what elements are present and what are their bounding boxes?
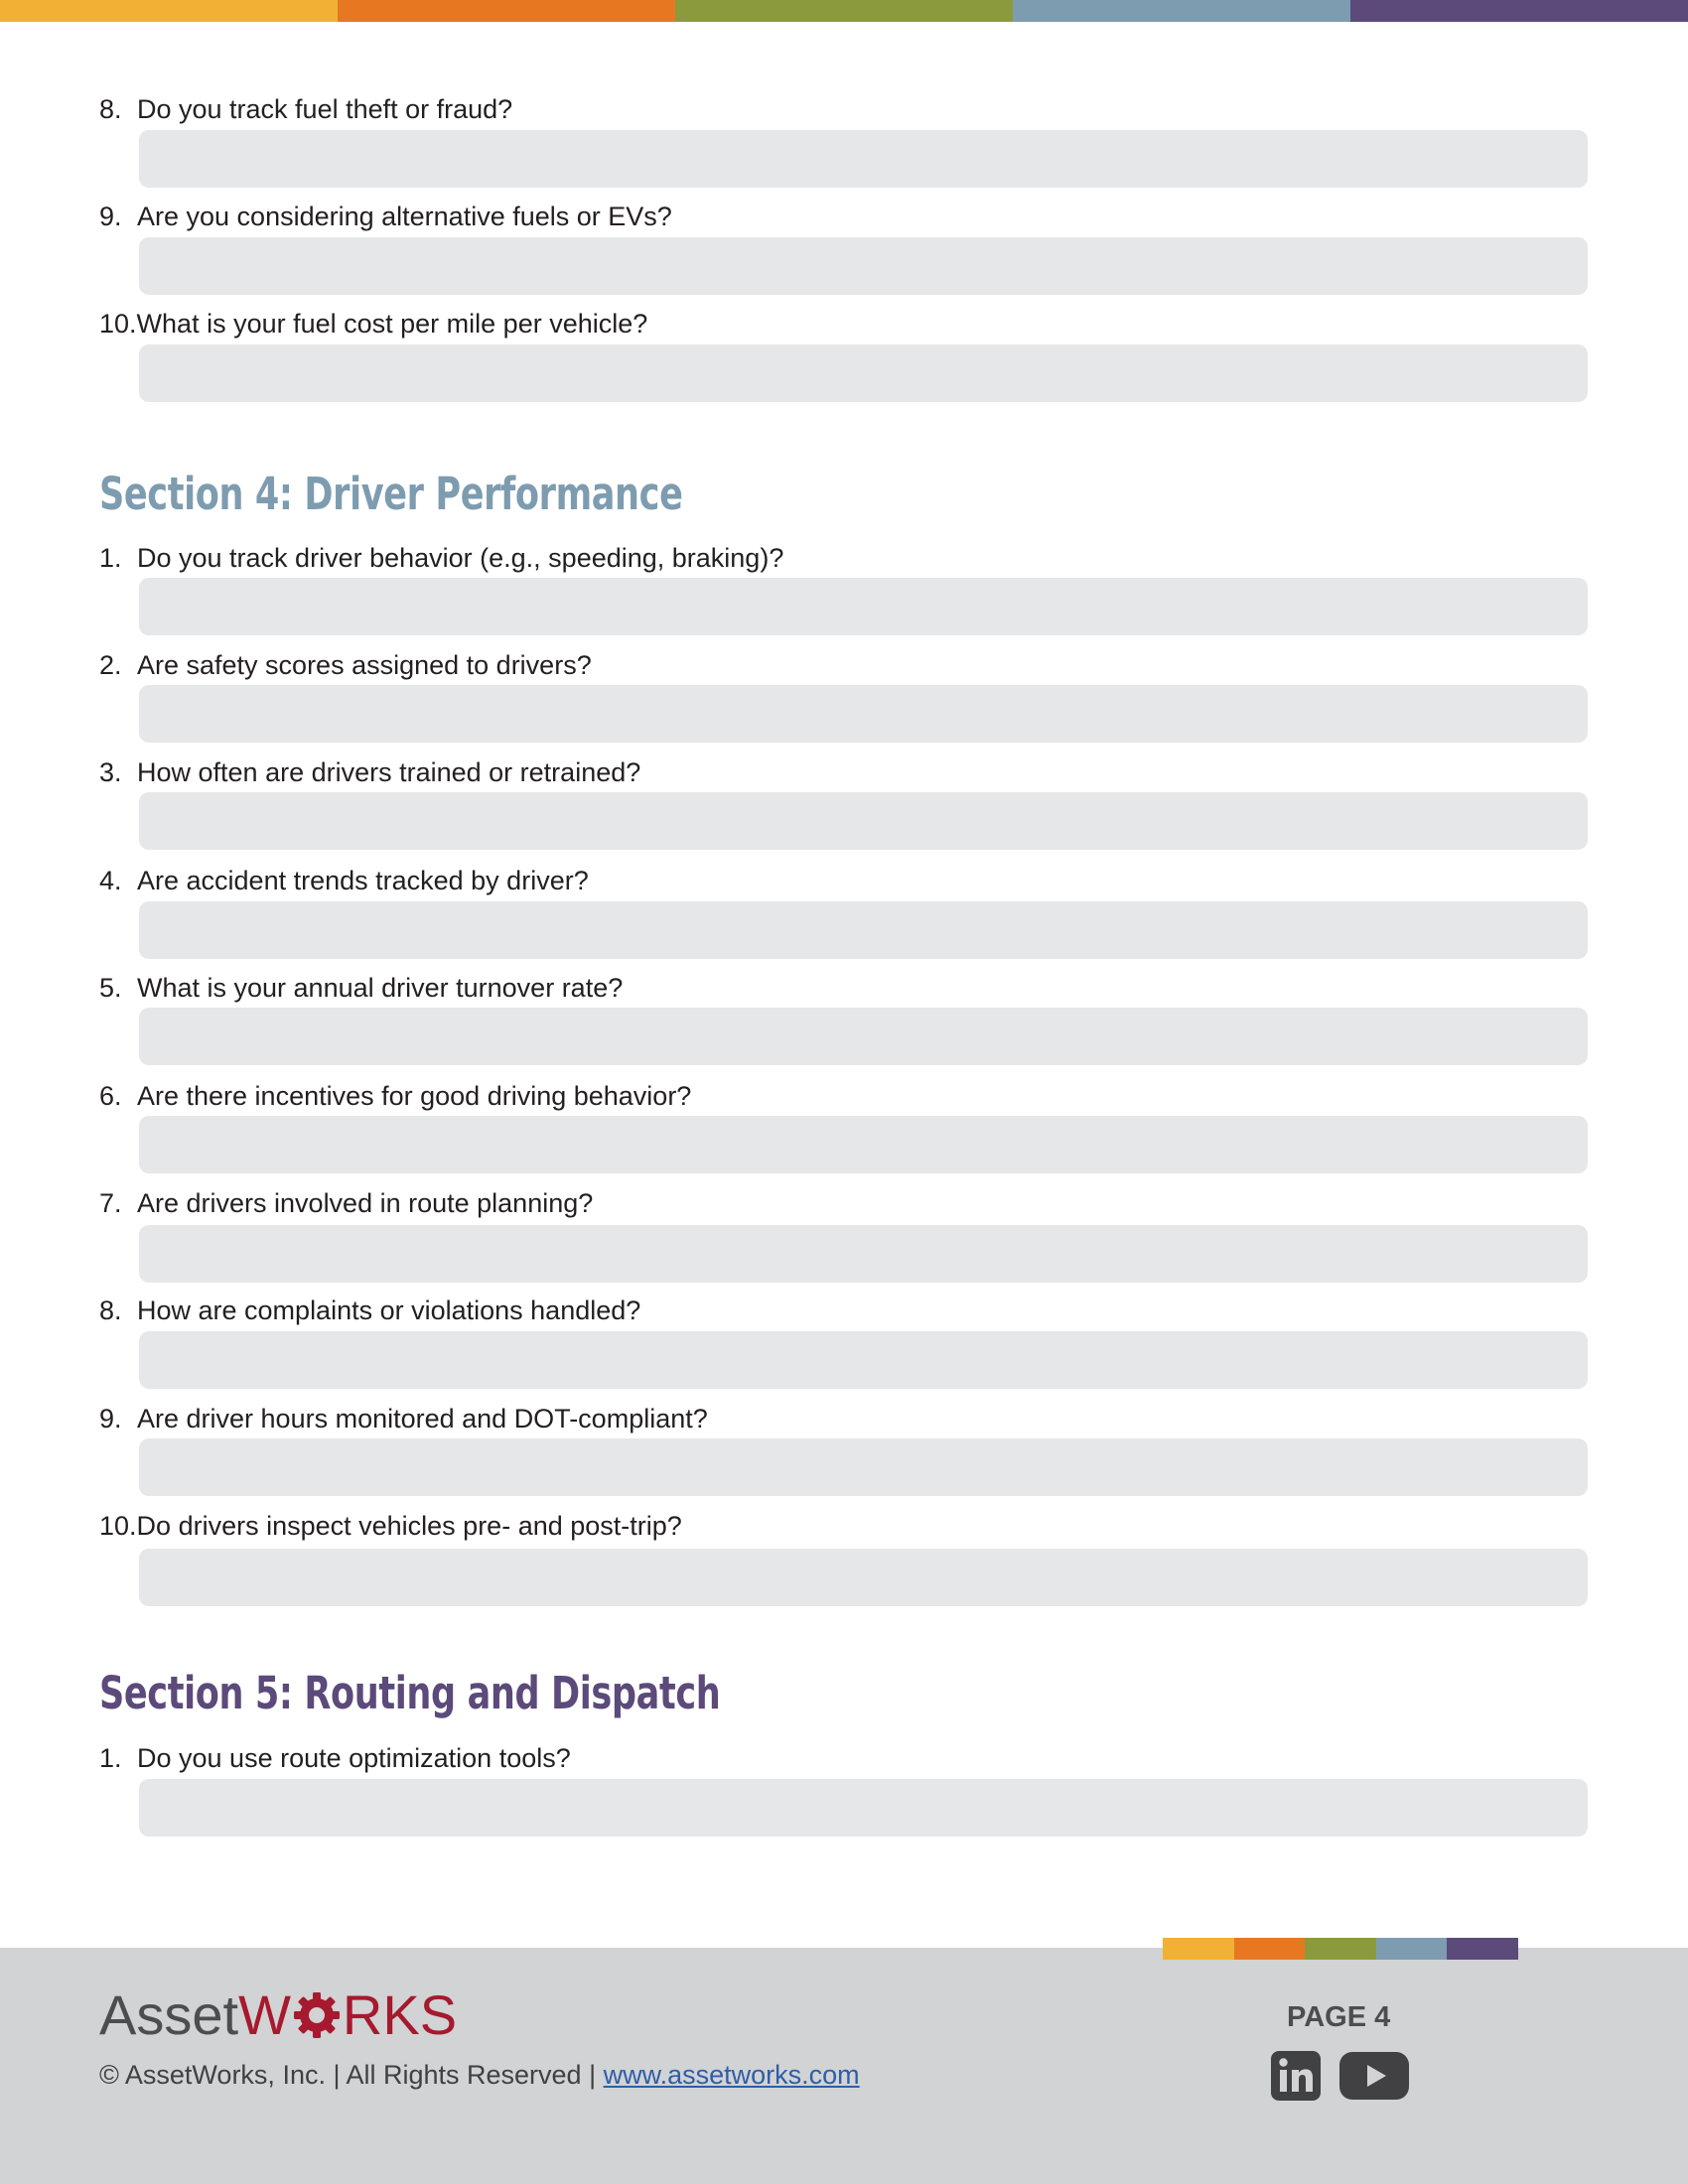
question-number: 2. — [99, 650, 122, 680]
question-label — [99, 1294, 640, 1327]
logo-w: W — [238, 1983, 291, 2046]
top-bar-yellow — [0, 0, 338, 22]
question-label — [99, 1509, 682, 1543]
answer-field[interactable] — [139, 578, 1588, 635]
logo-asset: Asset — [99, 1983, 239, 2046]
copyright-line — [99, 2055, 860, 2095]
question-number: 1. — [99, 543, 122, 573]
section-5-title: Section 5: Routing and Dispatch — [99, 1667, 721, 1719]
question-label — [99, 92, 512, 126]
answer-field[interactable] — [139, 685, 1588, 743]
answer-field[interactable] — [139, 237, 1588, 295]
strip-purple — [1447, 1938, 1518, 1960]
question-label — [99, 755, 640, 789]
strip-orange — [1234, 1938, 1306, 1960]
question-number: 9. — [99, 1404, 122, 1433]
question-number: 4. — [99, 866, 122, 895]
top-bar-purple — [1350, 0, 1688, 22]
question-number: 3. — [99, 757, 122, 787]
question-text: Are drivers involved in route planning? — [137, 1188, 594, 1218]
question-label — [99, 971, 623, 1005]
question-text: How are complaints or violations handled? — [137, 1296, 641, 1325]
question-label — [99, 648, 592, 682]
copyright-text: © AssetWorks, Inc. | All Rights Reserved | — [99, 2060, 604, 2090]
question-text: What is your annual driver turnover rate? — [137, 973, 624, 1003]
question-label — [99, 307, 647, 341]
gear-icon — [292, 1990, 342, 2040]
answer-field[interactable] — [139, 1549, 1588, 1606]
question-text: Are safety scores assigned to drivers? — [137, 650, 592, 680]
answer-field[interactable] — [139, 130, 1588, 188]
answer-field[interactable] — [139, 1008, 1588, 1065]
question-number: 9. — [99, 202, 122, 231]
top-color-bar — [0, 0, 1688, 22]
answer-field[interactable] — [139, 1116, 1588, 1173]
top-bar-blue — [1013, 0, 1350, 22]
question-label — [99, 1402, 708, 1435]
question-text: Are driver hours monitored and DOT-compliant? — [137, 1404, 708, 1433]
question-text: Are you considering alternative fuels or EVs? — [137, 202, 672, 231]
logo-rks: RKS — [342, 1983, 458, 2046]
answer-field[interactable] — [139, 344, 1588, 402]
website-link[interactable]: www.assetworks.com — [603, 2060, 860, 2090]
question-text: What is your fuel cost per mile per vehicle? — [136, 309, 648, 339]
question-number: 7. — [99, 1188, 122, 1218]
question-text: Do you use route optimization tools? — [137, 1743, 571, 1773]
question-text: How often are drivers trained or retrained? — [137, 757, 641, 787]
youtube-icon[interactable] — [1339, 2051, 1409, 2101]
question-text: Do you track driver behavior (e.g., speeding, braking)? — [137, 543, 784, 573]
question-label — [99, 1741, 571, 1775]
linkedin-icon[interactable] — [1271, 2051, 1321, 2101]
question-text: Are there incentives for good driving behavior? — [137, 1081, 692, 1111]
footer-color-strip — [1163, 1938, 1518, 1960]
question-text: Do drivers inspect vehicles pre- and post-trip? — [136, 1511, 682, 1541]
question-number: 10. — [99, 1511, 137, 1541]
strip-green — [1305, 1938, 1376, 1960]
top-bar-orange — [338, 0, 675, 22]
question-number: 8. — [99, 94, 122, 124]
strip-blue — [1376, 1938, 1448, 1960]
assetworks-logo — [99, 1981, 457, 2049]
answer-field[interactable] — [139, 1331, 1588, 1389]
question-number: 8. — [99, 1296, 122, 1325]
question-label — [99, 1186, 593, 1220]
question-label — [99, 200, 672, 233]
answer-field[interactable] — [139, 792, 1588, 850]
answer-field[interactable] — [139, 1438, 1588, 1496]
question-number: 10. — [99, 309, 137, 339]
answer-field[interactable] — [139, 1225, 1588, 1283]
answer-field[interactable] — [139, 901, 1588, 959]
page-number: PAGE 4 — [1287, 2001, 1391, 2033]
question-label — [99, 864, 589, 897]
question-text: Do you track fuel theft or fraud? — [137, 94, 513, 124]
answer-field[interactable] — [139, 1779, 1588, 1837]
question-number: 6. — [99, 1081, 122, 1111]
strip-yellow — [1163, 1938, 1234, 1960]
question-text: Are accident trends tracked by driver? — [137, 866, 589, 895]
question-label — [99, 1079, 691, 1113]
question-number: 5. — [99, 973, 122, 1003]
section-4-title: Section 4: Driver Performance — [99, 468, 683, 520]
question-number: 1. — [99, 1743, 122, 1773]
question-label — [99, 541, 783, 575]
top-bar-green — [675, 0, 1013, 22]
